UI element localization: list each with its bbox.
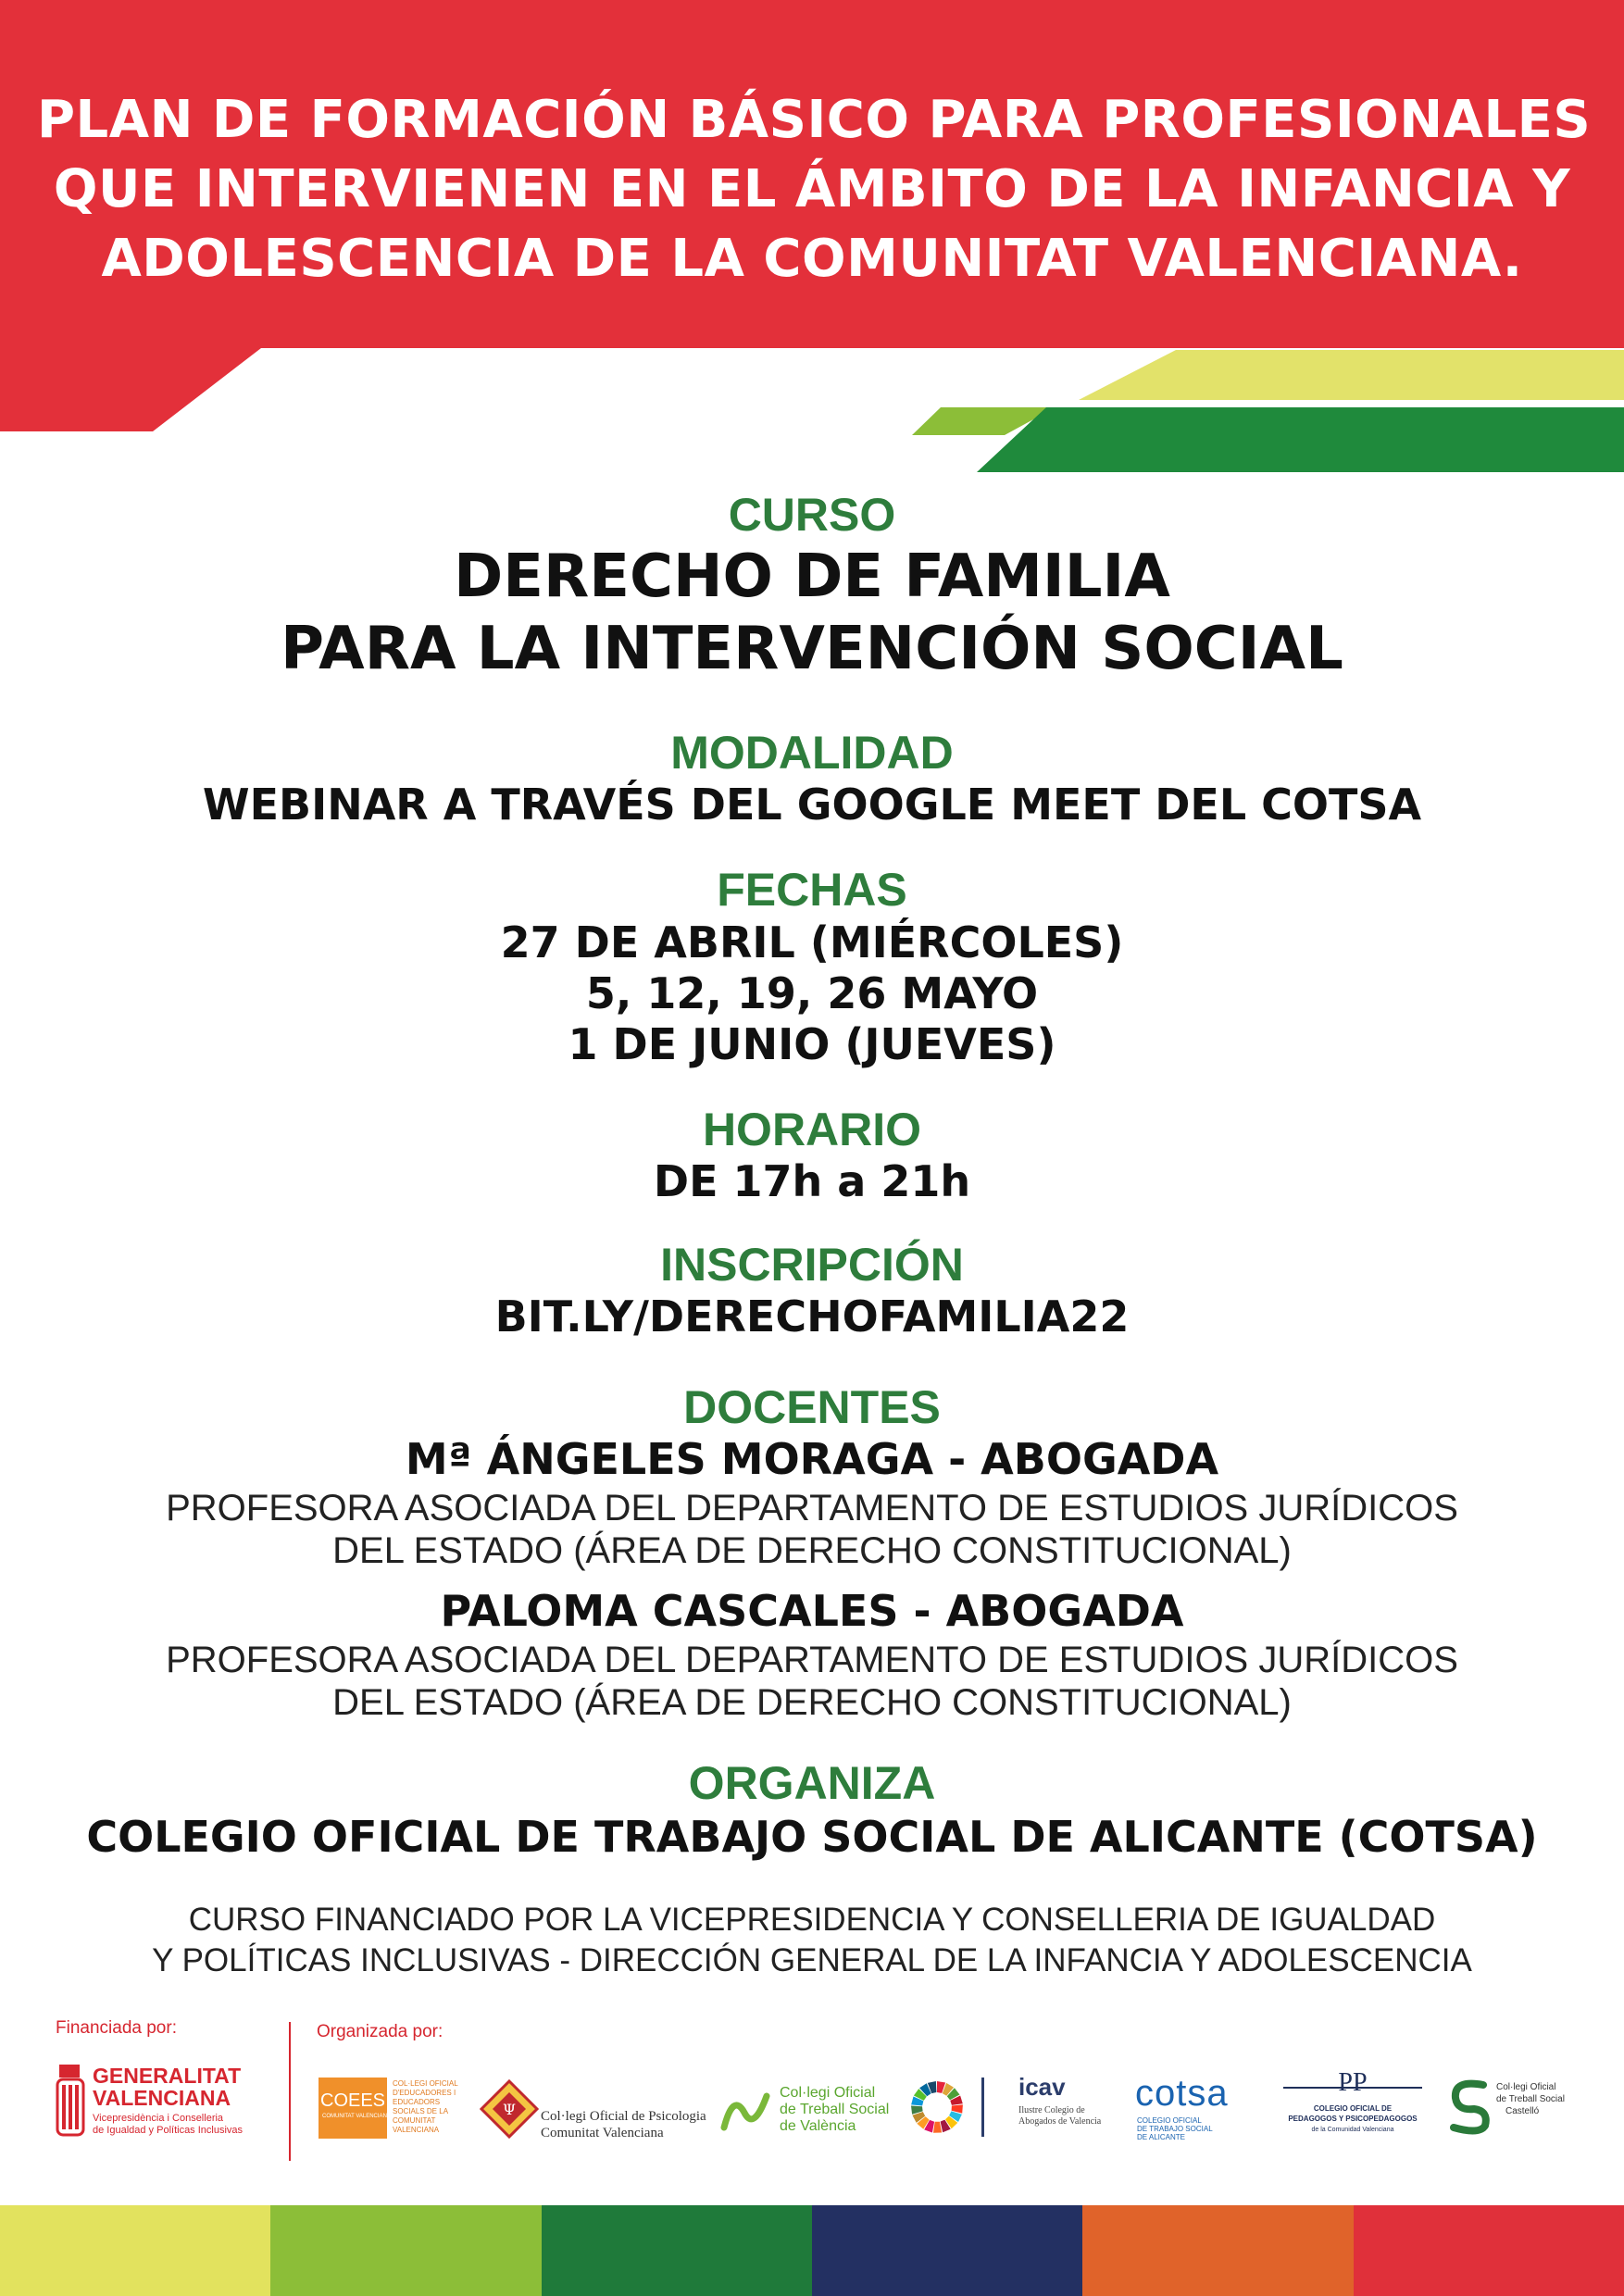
- pedagogos-logo: [1283, 2068, 1431, 2152]
- inscripcion-link[interactable]: BIT.LY/DERECHOFAMILIA22: [494, 1292, 1130, 1341]
- treball-castello-line: Col·legi Oficial: [1496, 2082, 1556, 2092]
- coees-desc: VALENCIANA: [393, 2126, 440, 2134]
- treball-valencia-line: de Treball Social: [780, 2102, 890, 2117]
- treball-castello-logo: [1446, 2076, 1585, 2140]
- treball-valencia-logo: [720, 2083, 890, 2142]
- cotsa-line: DE ALICANTE: [1137, 2133, 1186, 2141]
- fecha-line: 27 DE ABRIL (MIÉRCOLES): [500, 917, 1124, 967]
- financing-note-line: Y POLÍTICAS INCLUSIVAS - DIRECCIÓN GENERAL DE LA INFANCIA Y ADOLESCENCIA: [152, 1942, 1472, 1978]
- footer-color-segment: [1082, 2205, 1353, 2296]
- coees-name: COEES: [320, 2090, 386, 2111]
- treball-castello-line: Castelló: [1505, 2106, 1540, 2116]
- psicologia-line2: Comunitat Valenciana: [541, 2126, 664, 2140]
- generalitat-line2: VALENCIANA: [93, 2086, 231, 2110]
- sdg-wheel-logo: [909, 2079, 965, 2135]
- icav-logo: [981, 2072, 1120, 2146]
- footer-color-segment: [0, 2205, 270, 2296]
- coees-desc: COL·LEGI OFICIAL: [393, 2079, 458, 2088]
- fecha-line: 1 DE JUNIO (JUEVES): [568, 1019, 1056, 1069]
- sdg-wheel-icon: [909, 2079, 965, 2135]
- generalitat-crest-icon: [54, 2065, 87, 2137]
- coees-desc: D'EDUCADORES I: [393, 2089, 456, 2097]
- pedagogos-mark: PP: [1338, 2068, 1368, 2097]
- psicologia-logo: [480, 2074, 706, 2148]
- inscripcion-label: INSCRIPCIÓN: [660, 1239, 964, 1291]
- generalitat-logo: [54, 2063, 267, 2155]
- generalitat-line1: GENERALITAT: [93, 2064, 242, 2088]
- horario-label: HORARIO: [702, 1104, 922, 1155]
- footer-color-segment: [270, 2205, 541, 2296]
- cotsa-line: COLEGIO OFICIAL: [1137, 2116, 1202, 2125]
- cotsa-line: DE TRABAJO SOCIAL: [1137, 2125, 1213, 2133]
- coees-logo: [319, 2078, 467, 2139]
- footer-color-segment: [542, 2205, 812, 2296]
- fecha-line: 5, 12, 19, 26 MAYO: [585, 968, 1039, 1018]
- header-line: PLAN DE FORMACIÓN BÁSICO PARA PROFESIONALES: [37, 90, 1592, 150]
- icav-bar: [981, 2078, 984, 2137]
- modalidad-value: WEBINAR A TRAVÉS DEL GOOGLE MEET DEL COTSA: [202, 780, 1422, 830]
- cotsa-logo: [1135, 2072, 1268, 2146]
- financing-note-line: CURSO FINANCIADO POR LA VICEPRESIDENCIA Y CONSELLERIA DE IGUALDAD: [188, 1902, 1436, 1938]
- footer-color-segment: [812, 2205, 1082, 2296]
- divider: [289, 2022, 291, 2161]
- coees-badge: [319, 2078, 391, 2139]
- header-title: [37, 85, 1592, 293]
- svg-text:Ψ: Ψ: [502, 2101, 517, 2118]
- sdg-segment: [933, 2122, 942, 2133]
- organizada-label: Organizada por:: [317, 2022, 443, 2041]
- organiza-label: ORGANIZA: [688, 1757, 936, 1809]
- docente-desc: PROFESORA ASOCIADA DEL DEPARTAMENTO DE ESTUDIOS JURÍDICOS: [166, 1640, 1458, 1680]
- docente-name: PALOMA CASCALES - ABOGADA: [440, 1586, 1184, 1636]
- treball-castello-mark-icon: [1446, 2078, 1494, 2135]
- icav-line: Ilustre Colegio de: [1018, 2105, 1085, 2115]
- pedagogos-line: COLEGIO OFICIAL DE: [1313, 2104, 1393, 2113]
- generalitat-sub: Vicepresidència i Conselleria: [93, 2113, 224, 2124]
- horario-value: DE 17h a 21h: [653, 1156, 971, 1206]
- psicologia-diamond-icon: [480, 2079, 539, 2139]
- financiada-label: Financiada por:: [56, 2018, 177, 2038]
- cotsa-name: cotsa: [1135, 2073, 1229, 2114]
- pedagogos-line: de la Comunidad Valenciana: [1311, 2127, 1394, 2133]
- treball-valencia-mark-icon: [720, 2087, 770, 2137]
- docente-desc: DEL ESTADO (ÁREA DE DERECHO CONSTITUCIONAL): [332, 1530, 1292, 1571]
- coees-desc: EDUCADORS: [393, 2098, 441, 2106]
- icav-name: icav: [1018, 2073, 1066, 2101]
- generalitat-sub: de Igualdad y Políticas Inclusivas: [93, 2125, 244, 2136]
- modalidad-label: MODALIDAD: [670, 727, 954, 779]
- header-line: ADOLESCENCIA DE LA COMUNITAT VALENCIANA.: [101, 229, 1523, 289]
- docente-name: Mª ÁNGELES MORAGA - ABOGADA: [405, 1434, 1219, 1484]
- docentes-label: DOCENTES: [683, 1381, 941, 1433]
- coees-sub: COMUNITAT VALENCIANA: [322, 2114, 391, 2119]
- course-title-line-1: DERECHO DE FAMILIA: [454, 543, 1170, 611]
- organiza-value: COLEGIO OFICIAL DE TRABAJO SOCIAL DE ALICANTE (COTSA): [86, 1812, 1538, 1862]
- coees-desc: COMUNITAT: [393, 2116, 436, 2125]
- coees-desc: SOCIALS DE LA: [393, 2107, 449, 2115]
- docente-desc: PROFESORA ASOCIADA DEL DEPARTAMENTO DE ESTUDIOS JURÍDICOS: [166, 1488, 1458, 1529]
- curso-label: CURSO: [728, 489, 896, 541]
- course-title-line-2: PARA LA INTERVENCIÓN SOCIAL: [281, 615, 1343, 683]
- footer-color-bar: [0, 2205, 1624, 2296]
- icav-line: Abogados de Valencia: [1018, 2116, 1102, 2127]
- header-banner: [0, 0, 1624, 555]
- docente-desc: DEL ESTADO (ÁREA DE DERECHO CONSTITUCIONAL): [332, 1682, 1292, 1723]
- treball-valencia-line: Col·legi Oficial: [780, 2085, 876, 2101]
- treball-castello-line: de Treball Social: [1496, 2094, 1565, 2104]
- treball-valencia-line: de València: [780, 2118, 856, 2134]
- psicologia-line1: Col·legi Oficial de Psicologia: [541, 2109, 706, 2124]
- fechas-label: FECHAS: [717, 864, 907, 916]
- footer-color-segment: [1354, 2205, 1624, 2296]
- header-line: QUE INTERVIENEN EN EL ÁMBITO DE LA INFANCIA Y: [53, 159, 1571, 219]
- pedagogos-line: PEDAGOGOS Y PSICOPEDAGOGOS: [1288, 2115, 1418, 2123]
